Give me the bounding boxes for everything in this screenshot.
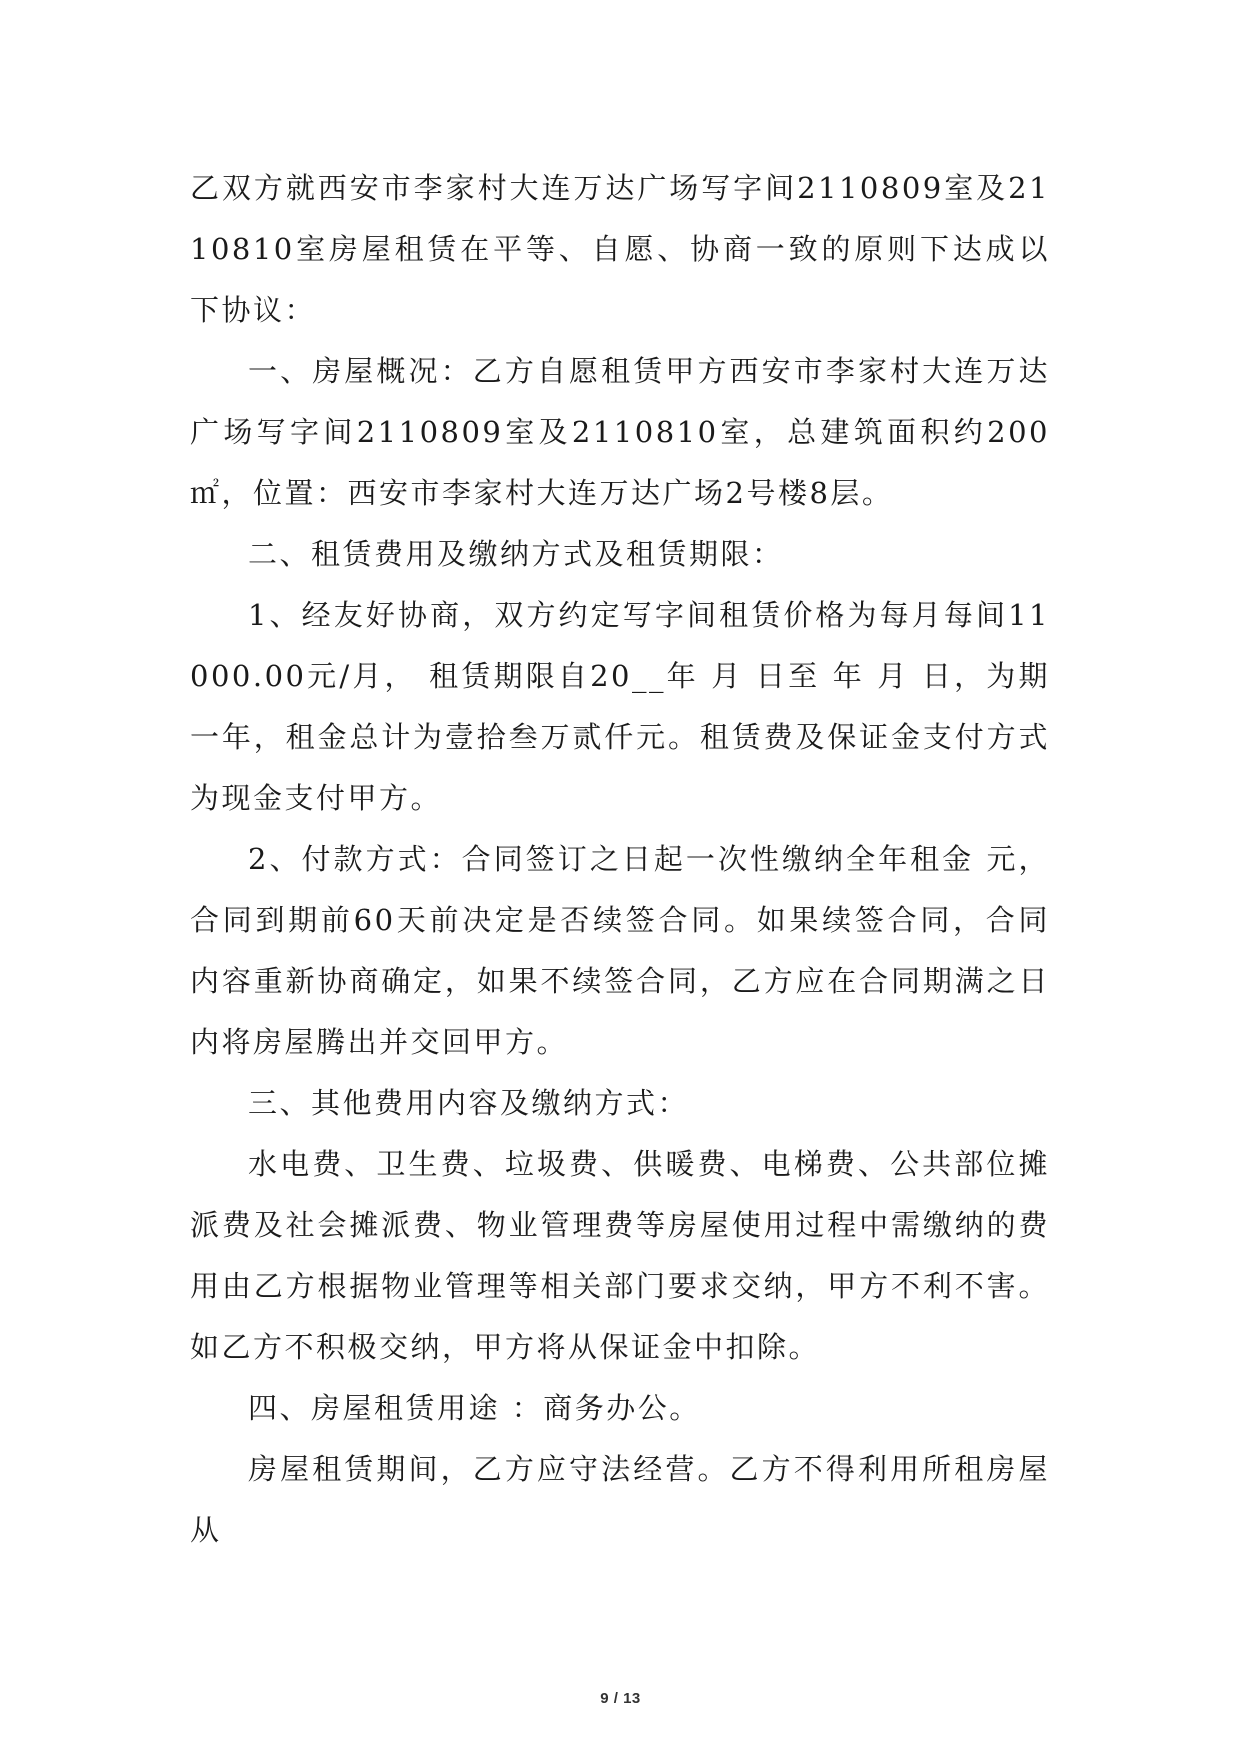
paragraph-section-4-body: 房屋租赁期间，乙方应守法经营。乙方不得利用所租房屋从 [190, 1452, 1050, 1547]
paragraph-section-2-heading: 二、租赁费用及缴纳方式及租赁期限： [248, 537, 784, 571]
paragraph-intro: 乙双方就西安市李家村大连万达广场写字间2110809室及2110810室房屋租赁在平等、自愿、协商一致的原则下达成以下协议： [190, 171, 1050, 327]
paragraph-section-2-item-1: 1、经友好协商，双方约定写字间租赁价格为每月每间11000.00元/月， 租赁期限自20__年 月 日至 年 月 日，为期一年，租金总计为壹拾叁万贰仟元。租赁费及保证金支付方式为现金支付甲方。 [190, 598, 1050, 815]
document-body [190, 158, 1050, 1561]
paragraph-section-3-body: 水电费、卫生费、垃圾费、供暖费、电梯费、公共部位摊派费及社会摊派费、物业管理费等房屋使用过程中需缴纳的费用由乙方根据物业管理等相关部门要求交纳，甲方不利不害。如乙方不积极交纳，甲方将从保证金中扣除。 [190, 1147, 1050, 1364]
page-number: 9 / 13 [600, 1690, 641, 1707]
paragraph-section-4-heading: 四、房屋租赁用途 ：商务办公。 [248, 1391, 701, 1425]
paragraph-section-3-heading: 三、其他费用内容及缴纳方式： [248, 1086, 690, 1120]
paragraph-section-2-item-2: 2、付款方式：合同签订之日起一次性缴纳全年租金 元，合同到期前60天前决定是否续签合同。如果续签合同，合同内容重新协商确定，如果不续签合同，乙方应在合同期满之日内将房屋腾出并交回甲方。 [190, 842, 1050, 1059]
paragraph-section-1-property-overview: 一、房屋概况：乙方自愿租赁甲方西安市李家村大连万达广场写字间2110809室及2110810室，总建筑面积约200㎡，位置：西安市李家村大连万达广场2号楼8层。 [190, 354, 1050, 510]
